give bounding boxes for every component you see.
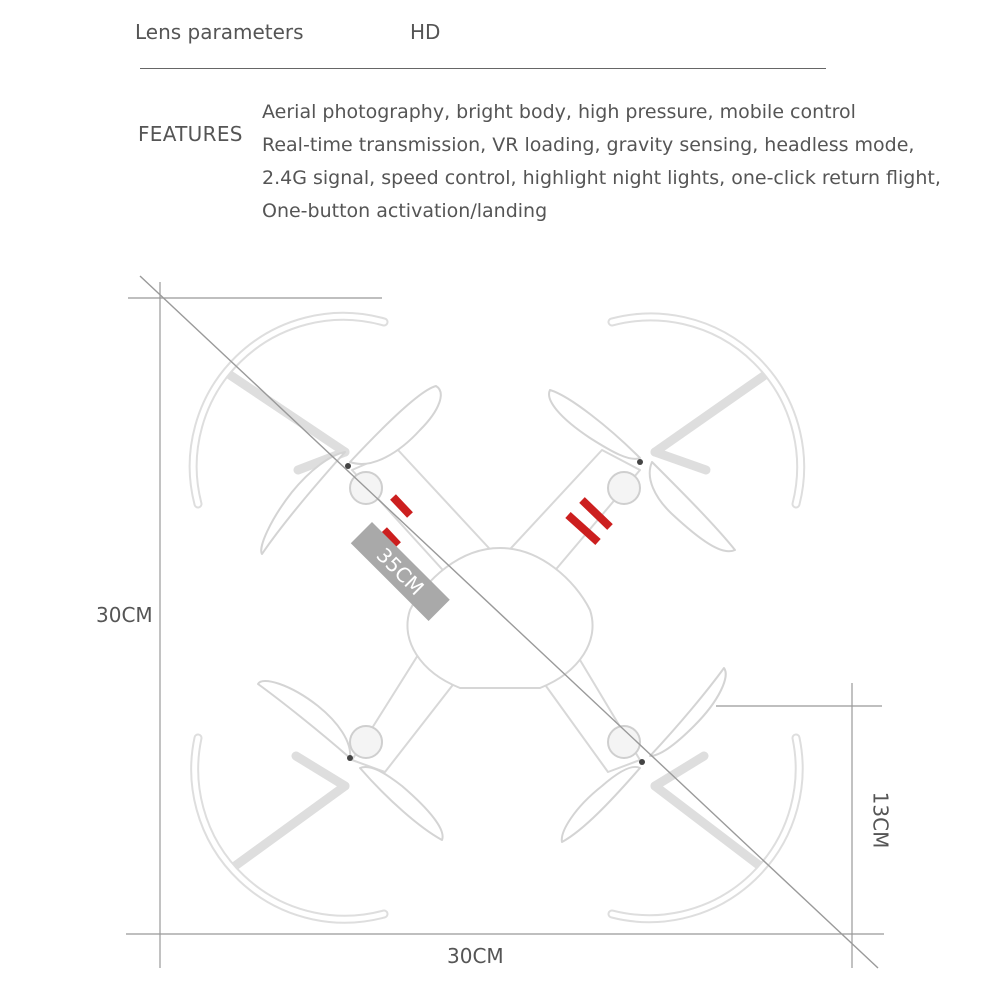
drone-body	[407, 548, 592, 688]
guard-spoke	[655, 452, 706, 470]
guard-spoke	[296, 756, 345, 786]
guard-spoke	[235, 786, 345, 866]
propeller-blade	[350, 386, 441, 464]
feature-line: Aerial photography, bright body, high pressure, mobile control	[262, 101, 856, 123]
propeller-blade	[650, 668, 726, 756]
lens-parameters-value: HD	[410, 20, 441, 44]
feature-line: Real-time transmission, VR loading, gravity sensing, headless mode,	[262, 134, 915, 156]
motor-bottom-right	[608, 726, 640, 758]
propeller-blade	[562, 767, 640, 842]
motor-top-right	[608, 472, 640, 504]
feature-line: 2.4G signal, speed control, highlight night lights, one-click return flight,	[262, 167, 941, 189]
diagonal-dimension-tag: 35CM	[351, 522, 450, 621]
feature-line: One-button activation/landing	[262, 200, 548, 222]
motor-bottom-left	[350, 726, 382, 758]
guard-spoke	[655, 786, 760, 866]
features-label: FEATURES	[138, 122, 243, 146]
propeller-blade	[650, 462, 735, 551]
thickness-dimension-label: 13CM	[868, 791, 893, 849]
propeller-blade	[549, 390, 640, 459]
height-dimension-label: 30CM	[96, 603, 153, 627]
propeller-blade	[360, 767, 443, 840]
guard-top-right	[612, 317, 801, 504]
propeller-blade	[258, 681, 350, 758]
width-dimension-label: 30CM	[447, 944, 504, 968]
lens-parameters-label: Lens parameters	[135, 20, 304, 44]
guard-spoke	[655, 375, 765, 452]
